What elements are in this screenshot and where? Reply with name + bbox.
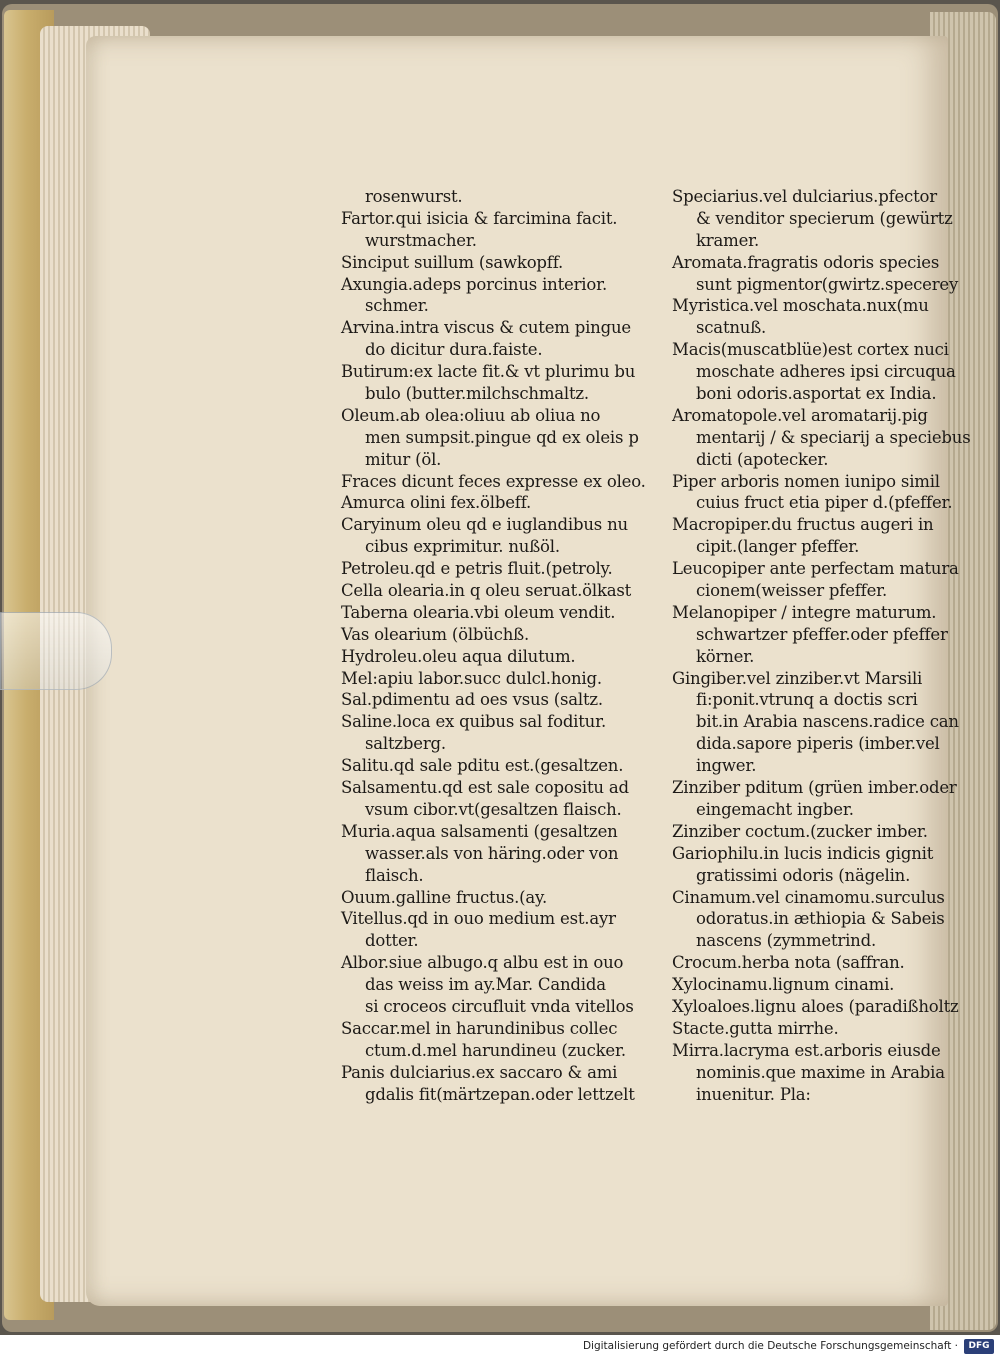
text-line: dicti (apotecker. — [696, 449, 829, 469]
text-line: ingwer. — [696, 756, 757, 776]
page-clip-tab — [0, 612, 112, 690]
text-line: sunt pigmentor(gwirtz.specerey — [696, 274, 959, 294]
text-line: Sinciput suillum (sawkopff. — [341, 252, 564, 272]
text-line: Muria.aqua salsamenti (gesaltzen — [341, 821, 618, 841]
text-line: cibus exprimitur. nußöl. — [365, 537, 560, 557]
text-line: Oleum.ab olea:oliuu ab oliua no — [341, 405, 601, 425]
text-line: nascens (zymmetrind. — [696, 931, 877, 951]
text-line: Vas olearium (ölbüchß. — [341, 624, 530, 644]
text-line: nominis.que maxime in Arabia — [696, 1062, 945, 1082]
text-line: gdalis fit(märtzepan.oder lettzelt — [365, 1084, 635, 1104]
text-line: Macis(muscatblüe)est cortex nuci — [672, 340, 949, 360]
text-line: Crocum.herba nota (saffran. — [672, 953, 905, 973]
text-line: das weiss im ay.Mar. Candida — [365, 975, 606, 995]
text-line: scatnuß. — [696, 318, 767, 338]
text-line: Hydroleu.oleu aqua dilutum. — [341, 646, 576, 666]
book-page — [86, 36, 971, 1306]
text-line: schwartzer pfeffer.oder pfeffer — [696, 624, 948, 644]
text-line: Piper arboris nomen iunipo simil — [672, 471, 940, 491]
text-line: Caryinum oleu qd e iuglandibus nu — [341, 515, 628, 535]
text-line: Stacte.gutta mirrhe. — [672, 1018, 839, 1038]
text-line: moschate adheres ipsi circuqua — [696, 362, 956, 382]
text-line: Macropiper.du fructus augeri in — [672, 515, 934, 535]
text-line: Salitu.qd sale pditu est.(gesaltzen. — [341, 756, 624, 776]
text-line: Saccar.mel in harundinibus collec — [341, 1018, 618, 1038]
text-line: Gingiber.vel zinziber.vt Marsili — [672, 668, 923, 688]
text-line: men sumpsit.pingue qd ex oleis p — [365, 427, 639, 447]
text-column-right — [672, 186, 970, 1105]
text-column-left — [341, 186, 646, 1105]
text-line: inuenitur. Pla: — [696, 1084, 811, 1104]
text-line: boni odoris.asportat ex India. — [696, 384, 937, 404]
text-line: eingemacht ingber. — [696, 799, 854, 819]
text-line: Leucopiper ante perfectam matura — [672, 559, 959, 579]
text-line: mitur (öl. — [365, 449, 442, 469]
text-line: Sal.pdimentu ad oes vsus (saltz. — [341, 690, 603, 710]
text-line: Petroleu.qd e petris fluit.(petroly. — [341, 559, 613, 579]
text-line: odoratus.in æthiopia & Sabeis — [696, 909, 945, 929]
text-line: flaisch. — [365, 865, 424, 885]
text-line: Speciarius.vel dulciarius.pfector — [672, 187, 937, 206]
text-line: Saline.loca ex quibus sal foditur. — [341, 712, 607, 732]
text-line: saltzberg. — [365, 734, 446, 754]
text-line: Xylocinamu.lignum cinami. — [672, 975, 895, 995]
text-line: dida.sapore piperis (imber.vel — [696, 734, 940, 754]
text-line: Mel:apiu labor.succ dulcl.honig. — [341, 668, 602, 688]
text-line: do dicitur dura.faiste. — [365, 340, 543, 360]
text-line: Cinamum.vel cinamomu.surculus — [672, 887, 945, 907]
text-line: Arvina.intra viscus & cutem pingue — [341, 318, 631, 338]
text-line: cuius fruct etia piper d.(pfeffer. — [696, 493, 953, 513]
text-line: Xyloaloes.lignu aloes (paradißholtz — [672, 996, 959, 1016]
text-line: mentarij / & speciarij a speciebus — [696, 427, 971, 447]
text-line: fi:ponit.vtrunq a doctis scri — [696, 690, 918, 710]
text-line: schmer. — [365, 296, 429, 316]
text-line: Myristica.vel moschata.nux(mu — [672, 296, 929, 316]
text-line: Melanopiper / integre maturum. — [672, 602, 937, 622]
text-line: bit.in Arabia nascens.radice can — [696, 712, 959, 732]
text-line: Amurca olini fex.ölbeff. — [341, 493, 532, 513]
text-line: Salsamentu.qd est sale copositu ad — [341, 778, 629, 798]
text-line: Zinziber coctum.(zucker imber. — [672, 821, 928, 841]
text-line: rosenwurst. — [365, 187, 463, 206]
text-line: ctum.d.mel harundineu (zucker. — [365, 1040, 626, 1060]
text-line: Albor.siue albugo.q albu est in ouo — [341, 953, 624, 973]
text-line: Zinziber pditum (grüen imber.oder — [672, 778, 957, 798]
text-line: wurstmacher. — [365, 230, 477, 250]
text-line: Aromatopole.vel aromatarij.pig — [672, 405, 928, 425]
text-line: Butirum:ex lacte fit.& vt plurimu bu — [341, 362, 636, 382]
text-line: vsum cibor.vt(gesaltzen flaisch. — [365, 799, 622, 819]
text-line: Fartor.qui isicia & farcimina facit. — [341, 208, 618, 228]
text-line: Axungia.adeps porcinus interior. — [341, 274, 608, 294]
footer-bar — [0, 1335, 1000, 1359]
text-line: Panis dulciarius.ex saccaro & ami — [341, 1062, 618, 1082]
text-line: Taberna olearia.vbi oleum vendit. — [341, 602, 616, 622]
text-line: si croceos circufluit vnda vitellos — [365, 996, 634, 1016]
text-line: Ouum.galline fructus.(ay. — [341, 887, 548, 907]
dfg-logo-icon: DFG — [964, 1339, 994, 1354]
text-line: & venditor specierum (gewürtz — [696, 208, 953, 228]
text-line: Fraces dicunt feces expresse ex oleo. — [341, 471, 646, 491]
text-line: gratissimi odoris (nägelin. — [696, 865, 911, 885]
text-line: Aromata.fragratis odoris species — [672, 252, 940, 272]
text-line: Cella olearia.in q oleu seruat.ölkast — [341, 581, 632, 601]
text-line: Gariophilu.in lucis indicis gignit — [672, 843, 934, 863]
text-line: kramer. — [696, 230, 760, 250]
text-line: bulo (butter.milchschmaltz. — [365, 384, 589, 404]
text-line: wasser.als von häring.oder von — [365, 843, 619, 863]
text-line: cionem(weisser pfeffer. — [696, 581, 888, 601]
text-line: körner. — [696, 646, 755, 666]
text-line: Vitellus.qd in ouo medium est.ayr — [341, 909, 616, 929]
text-line: dotter. — [365, 931, 419, 951]
text-line: cipit.(langer pfeffer. — [696, 537, 860, 557]
text-line: Mirra.lacryma est.arboris eiusde — [672, 1040, 941, 1060]
funding-credit: Digitalisierung gefördert durch die Deutsche Forschungsgemeinschaft · — [582, 1340, 958, 1352]
